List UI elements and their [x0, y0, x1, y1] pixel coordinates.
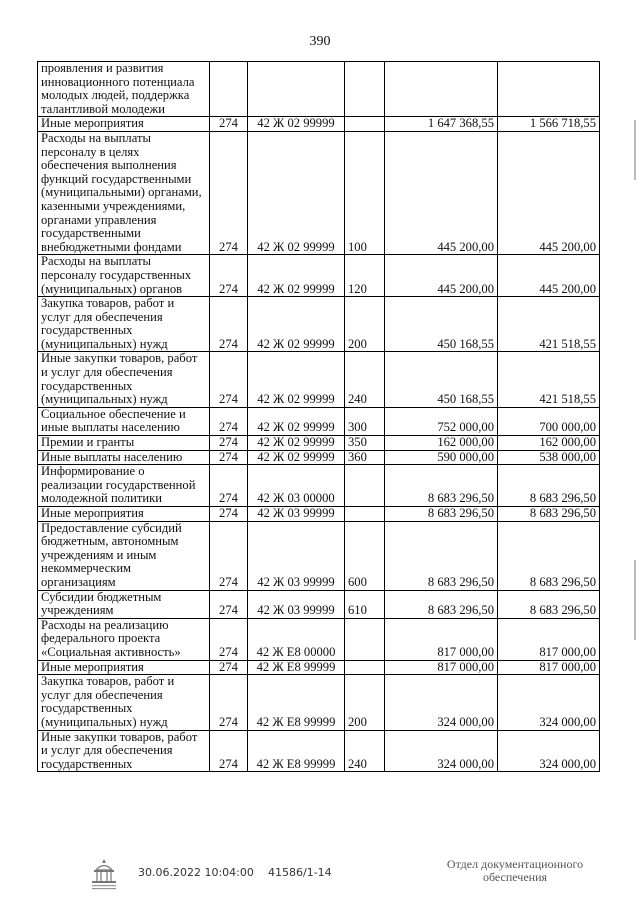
- row-ved: 274: [210, 352, 248, 407]
- row-csr: 42 Ж 02 99999: [248, 255, 345, 297]
- row-name: Иные мероприятия: [38, 507, 210, 522]
- row-ved: 274: [210, 407, 248, 435]
- row-sum-1: 1 647 368,55: [385, 117, 498, 132]
- row-name: Закупка товаров, работ и услуг для обеспечения государственных (муниципальных) нужд: [38, 675, 210, 730]
- row-csr: 42 Ж 02 99999: [248, 352, 345, 407]
- row-csr: 42 Ж 03 00000: [248, 465, 345, 507]
- row-vr: [345, 465, 385, 507]
- row-name: Иные закупки товаров, работ и услуг для обеспечения государственных: [38, 730, 210, 772]
- row-sum-1: 8 683 296,50: [385, 521, 498, 590]
- row-sum-2: 700 000,00: [498, 407, 600, 435]
- row-vr: [345, 618, 385, 660]
- table-row: [38, 590, 600, 618]
- row-vr: 350: [345, 436, 385, 451]
- table-row: [38, 352, 600, 407]
- page-number: 390: [309, 34, 331, 49]
- row-csr: 42 Ж E8 99999: [248, 660, 345, 675]
- row-vr: [345, 117, 385, 132]
- row-vr: 200: [345, 675, 385, 730]
- row-csr: 42 Ж 03 99999: [248, 507, 345, 522]
- row-name: Иные мероприятия: [38, 660, 210, 675]
- table-row: [38, 407, 600, 435]
- row-ved: 274: [210, 436, 248, 451]
- row-ved: 274: [210, 255, 248, 297]
- registration-datetime: 30.06.2022 10:04:00: [138, 866, 254, 879]
- row-csr: 42 Ж 02 99999: [248, 297, 345, 352]
- row-csr: 42 Ж 03 99999: [248, 521, 345, 590]
- row-sum-1: [385, 62, 498, 117]
- row-csr: 42 Ж E8 99999: [248, 730, 345, 772]
- duma-emblem-icon: [84, 856, 124, 894]
- row-name: Иные выплаты населению: [38, 450, 210, 465]
- row-name: Расходы на реализацию федерального проекта «Социальная активность»: [38, 618, 210, 660]
- row-vr: 120: [345, 255, 385, 297]
- table-row: [38, 730, 600, 772]
- row-sum-1: 590 000,00: [385, 450, 498, 465]
- row-sum-1: 324 000,00: [385, 675, 498, 730]
- table-row: [38, 131, 600, 254]
- row-csr: 42 Ж 03 99999: [248, 590, 345, 618]
- row-name: Социальное обеспечение и иные выплаты населению: [38, 407, 210, 435]
- scan-margin-mark: [634, 120, 636, 180]
- row-ved: [210, 62, 248, 117]
- row-sum-2: 324 000,00: [498, 675, 600, 730]
- row-sum-2: 421 518,55: [498, 352, 600, 407]
- row-name: Иные мероприятия: [38, 117, 210, 132]
- row-sum-2: 421 518,55: [498, 297, 600, 352]
- row-sum-1: 162 000,00: [385, 436, 498, 451]
- row-ved: 274: [210, 465, 248, 507]
- row-sum-1: 8 683 296,50: [385, 465, 498, 507]
- row-ved: 274: [210, 507, 248, 522]
- budget-table: [37, 61, 600, 772]
- table-row: [38, 675, 600, 730]
- row-sum-2: 8 683 296,50: [498, 590, 600, 618]
- row-ved: 274: [210, 675, 248, 730]
- row-sum-1: 8 683 296,50: [385, 590, 498, 618]
- row-vr: 100: [345, 131, 385, 254]
- row-vr: 240: [345, 352, 385, 407]
- row-name: проявления и развития инновационного потенциала молодых людей, поддержка талантливой молодежи: [38, 62, 210, 117]
- row-csr: 42 Ж E8 00000: [248, 618, 345, 660]
- row-sum-2: 1 566 718,55: [498, 117, 600, 132]
- row-ved: 274: [210, 131, 248, 254]
- row-sum-1: 450 168,55: [385, 297, 498, 352]
- table-row: [38, 618, 600, 660]
- table-row: [38, 117, 600, 132]
- row-sum-2: 538 000,00: [498, 450, 600, 465]
- table-body: [38, 62, 600, 772]
- row-csr: 42 Ж 02 99999: [248, 407, 345, 435]
- row-name: Закупка товаров, работ и услуг для обеспечения государственных (муниципальных) нужд: [38, 297, 210, 352]
- row-csr: [248, 62, 345, 117]
- row-ved: 274: [210, 660, 248, 675]
- department-stamp: Отдел документационного обеспечения: [446, 857, 584, 884]
- row-name: Информирование о реализации государственной молодежной политики: [38, 465, 210, 507]
- registration-number: 41586/1-14: [268, 866, 332, 879]
- row-ved: 274: [210, 117, 248, 132]
- row-vr: 240: [345, 730, 385, 772]
- table-row: [38, 436, 600, 451]
- row-sum-2: 445 200,00: [498, 131, 600, 254]
- row-sum-2: 817 000,00: [498, 618, 600, 660]
- row-sum-2: 324 000,00: [498, 730, 600, 772]
- row-sum-1: 817 000,00: [385, 618, 498, 660]
- row-ved: 274: [210, 590, 248, 618]
- table-row: [38, 521, 600, 590]
- row-name: Субсидии бюджетным учреждениям: [38, 590, 210, 618]
- table-row: [38, 297, 600, 352]
- row-vr: 610: [345, 590, 385, 618]
- row-ved: 274: [210, 618, 248, 660]
- row-sum-2: 8 683 296,50: [498, 507, 600, 522]
- row-name: Расходы на выплаты персоналу в целях обеспечения выполнения функций государственными (муниципальными) органами, казенными учреждениями, органами управления государственными внебюджетными фондами: [38, 131, 210, 254]
- table-row: [38, 465, 600, 507]
- row-vr: 360: [345, 450, 385, 465]
- row-sum-2: 8 683 296,50: [498, 521, 600, 590]
- row-vr: 300: [345, 407, 385, 435]
- row-sum-2: 817 000,00: [498, 660, 600, 675]
- table-row: [38, 62, 600, 117]
- row-vr: 600: [345, 521, 385, 590]
- table-row: [38, 507, 600, 522]
- row-sum-1: 445 200,00: [385, 131, 498, 254]
- table-row: [38, 450, 600, 465]
- row-sum-2: 162 000,00: [498, 436, 600, 451]
- row-name: Расходы на выплаты персоналу государственных (муниципальных) органов: [38, 255, 210, 297]
- row-sum-1: 445 200,00: [385, 255, 498, 297]
- row-name: Предоставление субсидий бюджетным, автономным учреждениям и иным некоммерческим организациям: [38, 521, 210, 590]
- row-vr: [345, 660, 385, 675]
- row-ved: 274: [210, 521, 248, 590]
- row-csr: 42 Ж 02 99999: [248, 436, 345, 451]
- row-sum-1: 450 168,55: [385, 352, 498, 407]
- row-ved: 274: [210, 730, 248, 772]
- row-sum-1: 817 000,00: [385, 660, 498, 675]
- row-vr: 200: [345, 297, 385, 352]
- row-vr: [345, 62, 385, 117]
- row-csr: 42 Ж 02 99999: [248, 450, 345, 465]
- row-csr: 42 Ж 02 99999: [248, 131, 345, 254]
- table-row: [38, 255, 600, 297]
- row-name: Премии и гранты: [38, 436, 210, 451]
- row-name: Иные закупки товаров, работ и услуг для обеспечения государственных (муниципальных) нужд: [38, 352, 210, 407]
- row-ved: 274: [210, 297, 248, 352]
- table-row: [38, 660, 600, 675]
- row-vr: [345, 507, 385, 522]
- scan-margin-mark: [634, 560, 636, 640]
- row-sum-2: 8 683 296,50: [498, 465, 600, 507]
- row-csr: 42 Ж E8 99999: [248, 675, 345, 730]
- row-ved: 274: [210, 450, 248, 465]
- row-sum-1: 752 000,00: [385, 407, 498, 435]
- row-sum-2: [498, 62, 600, 117]
- row-sum-2: 445 200,00: [498, 255, 600, 297]
- row-sum-1: 8 683 296,50: [385, 507, 498, 522]
- row-sum-1: 324 000,00: [385, 730, 498, 772]
- row-csr: 42 Ж 02 99999: [248, 117, 345, 132]
